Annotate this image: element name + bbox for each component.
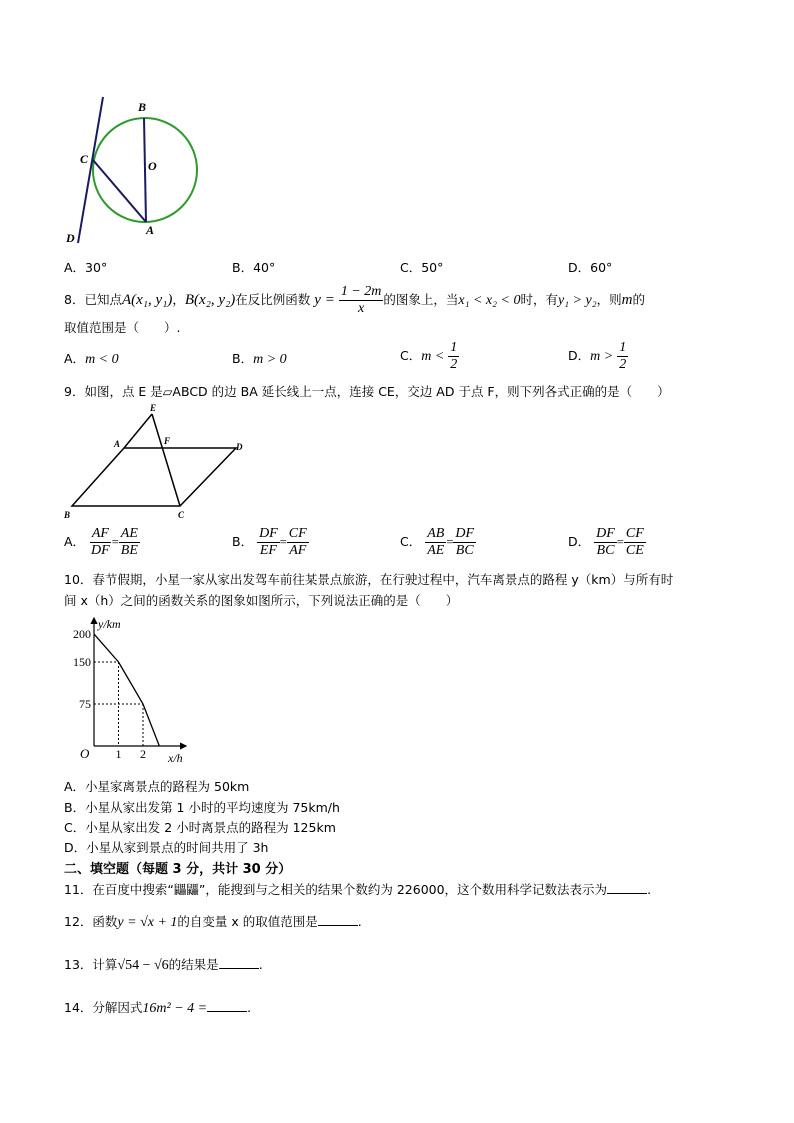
- q9-parallelogram-figure: [60, 400, 250, 525]
- q10-guide-lines: [94, 662, 143, 746]
- q8-c-den: 2: [450, 357, 458, 372]
- q8-d-den: 2: [619, 357, 627, 372]
- q9-b-label: B．: [232, 534, 254, 549]
- q10-x-label: x/h: [168, 751, 183, 765]
- q10-tick-labels: [73, 627, 146, 761]
- q10-line-chart: [58, 612, 198, 767]
- label-B: B: [64, 510, 71, 520]
- q14-end: .: [247, 1000, 252, 1015]
- q9-a-label: A．: [64, 534, 86, 549]
- q9-c-right: [453, 526, 476, 559]
- q11-question: [64, 880, 651, 898]
- q14-pre: 14．分解因式: [64, 1000, 143, 1015]
- q10-y-label: y/km: [98, 617, 121, 631]
- q10-option-d: D．小星从家到景点的时间共用了 3h: [64, 840, 269, 855]
- q9-d-right: [624, 526, 646, 559]
- label-C: C: [178, 510, 185, 520]
- q13-post: 的结果是: [168, 957, 219, 972]
- label-D: D: [236, 442, 243, 452]
- q10-option-a: A．小星家离景点的路程为 50km: [64, 779, 250, 794]
- label-E: E: [150, 403, 157, 413]
- q10-line2: 间 x（h）之间的函数关系的图象如图所示，下列说法正确的是（ ）: [64, 593, 459, 608]
- q8-option-b-label: B．: [232, 351, 254, 366]
- q8-point-b: B(x₂, y₂): [184, 292, 236, 308]
- q9-b-eq: =: [279, 535, 287, 549]
- q8-option-d-expr: m >: [590, 349, 614, 364]
- label-A: A: [114, 439, 121, 449]
- q8-option-a: [64, 349, 119, 368]
- label-C: C: [80, 152, 89, 166]
- q9-option-d: [568, 526, 646, 559]
- q9-option-b: [232, 526, 309, 559]
- q9-d-l-num: DF: [596, 526, 615, 541]
- q8-text2: 在反比例函数: [235, 292, 311, 307]
- q9-d-r-den: CE: [625, 543, 644, 558]
- q8-cond2: y₁ > y₂: [557, 293, 597, 308]
- q8-point-a: A(x₁, y₁): [121, 292, 173, 308]
- q13-expression: √54 − √6: [117, 958, 169, 973]
- q9-a-l-den: DF: [91, 543, 110, 558]
- q8-function-fraction: [339, 284, 384, 317]
- q9-a-r-num: AE: [120, 526, 138, 541]
- q9-d-l-den: BC: [596, 543, 615, 558]
- q9-question: 9．如图，点 E 是▱ABCD 的边 BA 延长线上一点，连接 CE，交边 AD 于点 F，则下列各式正确的是（ ）: [64, 384, 670, 399]
- q9-b-r-den: AF: [289, 543, 307, 558]
- q7-circle-figure: [55, 92, 215, 252]
- q9-option-c: [400, 526, 476, 559]
- q7-option-d: D．60°: [568, 260, 613, 275]
- q9-a-left: [89, 526, 112, 559]
- q10-option-c: C．小星从家出发 2 小时离景点的路程为 125km: [64, 820, 336, 835]
- q8-number: 8．: [64, 292, 85, 307]
- q8-cond1: x₁ < x₂ < 0: [458, 293, 521, 308]
- q7-option-a: A．30°: [64, 260, 108, 275]
- q8-option-c-expr: m <: [421, 349, 445, 364]
- label-D: D: [66, 231, 75, 245]
- q9-a-l-num: AF: [91, 526, 109, 541]
- q8-option-a-label: A．: [64, 351, 86, 366]
- q10-origin-label: O: [80, 746, 90, 761]
- q9-d-eq: =: [616, 535, 624, 549]
- q10-option-b: B．小星从家出发第 1 小时的平均速度为 75km/h: [64, 800, 340, 815]
- q8-func-den: x: [357, 301, 365, 316]
- q8-line1: [64, 284, 645, 317]
- q8-comma: ，: [172, 292, 185, 307]
- q8-text4: 时，有: [520, 292, 558, 307]
- q9-d-label: D．: [568, 534, 591, 549]
- q10-series-line: [94, 634, 159, 746]
- q9-b-r-num: CF: [288, 526, 307, 541]
- q9-c-r-den: BC: [455, 543, 474, 558]
- q9-b-right: [287, 526, 309, 559]
- q8-option-d-label: D．: [568, 348, 591, 363]
- q9-option-a: [64, 526, 140, 559]
- q13-answer-blank: [219, 967, 259, 969]
- q8-option-d: [568, 340, 628, 373]
- label-F: F: [164, 436, 171, 446]
- y-tick-200: 200: [73, 627, 91, 641]
- q14-answer-blank: [207, 1010, 247, 1012]
- q12-post: 的自变量 x 的取值范围是: [177, 914, 318, 929]
- y-tick-150: 150: [73, 655, 91, 669]
- x-tick-2: 2: [140, 747, 146, 761]
- section-2-title: 二、填空题（每题 3 分，共计 30 分）: [64, 862, 292, 877]
- q9-c-l-den: AE: [427, 543, 445, 558]
- q9-a-eq: =: [111, 535, 119, 549]
- q8-text5: ，则: [596, 292, 622, 307]
- label-A: A: [146, 223, 155, 237]
- q11-answer-blank: [607, 892, 647, 894]
- q9-c-r-num: DF: [455, 526, 475, 541]
- q8-func-num: 1 − 2m: [340, 284, 382, 299]
- q8-option-c-fraction: [448, 340, 459, 373]
- q8-text3: 的图象上，当: [383, 292, 459, 307]
- q8-d-num: 1: [619, 340, 627, 355]
- label-B: B: [138, 100, 147, 114]
- q8-option-b-expr: m > 0: [253, 352, 287, 367]
- q9-b-l-den: EF: [259, 543, 277, 558]
- q14-expression: 16m² − 4 =: [142, 1001, 208, 1016]
- q9-c-left: [425, 526, 446, 559]
- q8-c-num: 1: [450, 340, 458, 355]
- q13-end: .: [258, 957, 263, 972]
- q12-function: y = √x + 1: [117, 915, 178, 930]
- q7-option-b: B．40°: [232, 260, 276, 275]
- q9-d-r-num: CF: [625, 526, 644, 541]
- q7-option-c: C．50°: [400, 260, 444, 275]
- q8-option-a-expr: m < 0: [85, 352, 119, 367]
- y-tick-75: 75: [79, 697, 91, 711]
- q11-text: 11．在百度中搜索“鼺鼺”，能搜到与之相关的结果个数约为 226000，这个数用科学记数法表示为: [64, 882, 608, 897]
- label-O: O: [148, 159, 157, 173]
- q12-end: .: [357, 914, 362, 929]
- q11-end: .: [647, 882, 652, 897]
- q14-question: [64, 998, 251, 1017]
- q12-answer-blank: [318, 924, 358, 926]
- q9-a-right: [119, 526, 140, 559]
- q9-a-r-den: BE: [120, 543, 138, 558]
- q8-text1: 已知点: [84, 292, 122, 307]
- q10-line1: 10．春节假期，小星一家从家出发驾车前往某景点旅游，在行驶过程中，汽车离景点的路程 y（km）与所有时: [64, 572, 674, 587]
- q9-b-left: [257, 526, 280, 559]
- q9-c-eq: =: [446, 535, 454, 549]
- q8-option-c-label: C．: [400, 348, 422, 363]
- q12-pre: 12．函数: [64, 914, 118, 929]
- q8-func-lhs: y =: [314, 292, 335, 308]
- q8-option-d-fraction: [617, 340, 628, 373]
- q8-option-c: [400, 340, 459, 373]
- q13-pre: 13．计算: [64, 957, 118, 972]
- q9-c-l-num: AB: [427, 526, 445, 541]
- q9-d-left: [594, 526, 617, 559]
- q8-option-b: [232, 349, 287, 368]
- q8-text6: 的: [632, 292, 645, 307]
- q13-question: [64, 955, 263, 974]
- q9-c-label: C．: [400, 534, 422, 549]
- q8-line2: 取值范围是（ ）.: [64, 320, 181, 335]
- x-tick-1: 1: [115, 747, 122, 761]
- q9-b-l-num: DF: [259, 526, 278, 541]
- q12-question: [64, 912, 362, 931]
- q8-var-m: m: [621, 292, 633, 308]
